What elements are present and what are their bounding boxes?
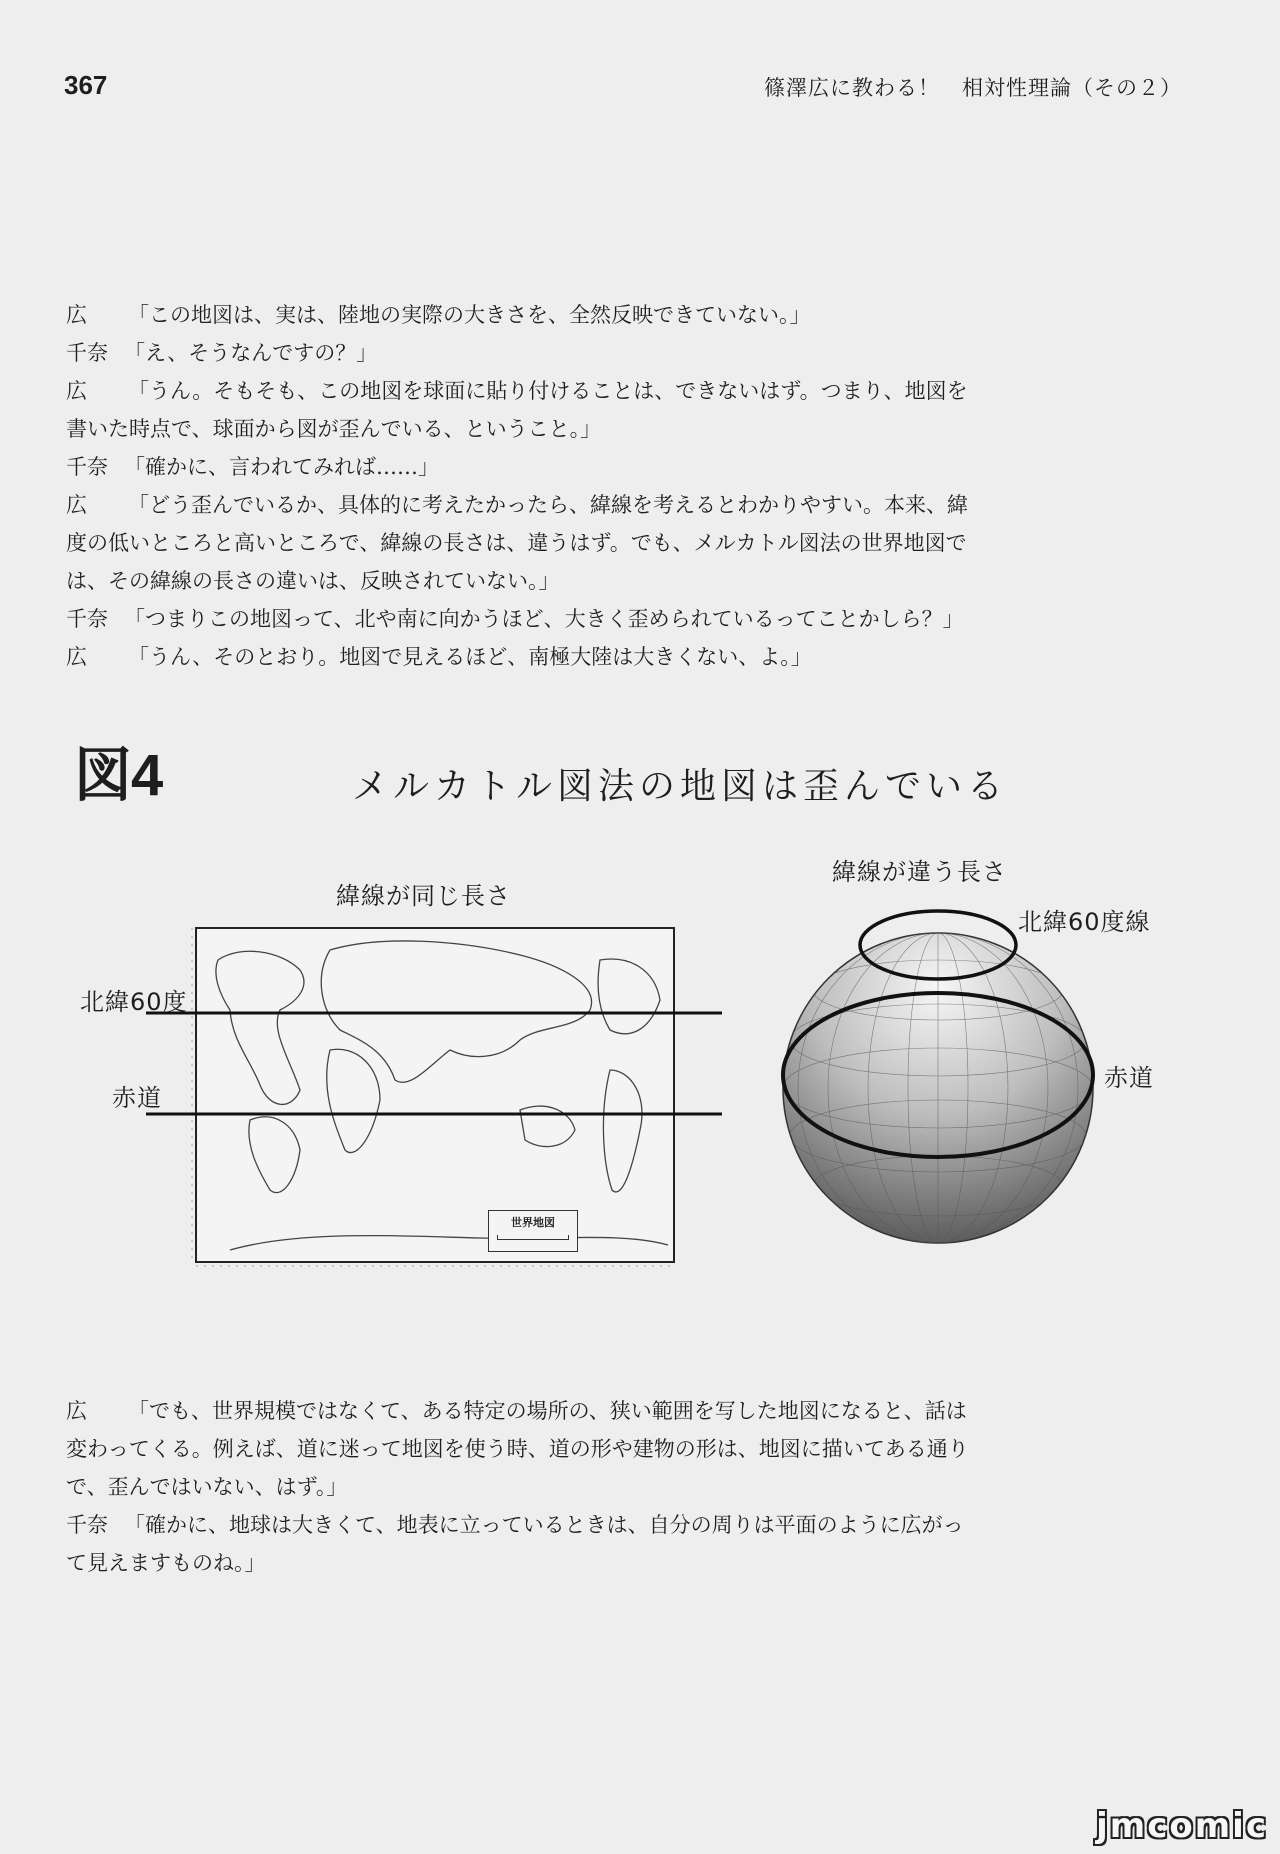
globe <box>783 911 1093 1243</box>
page-number: 367 <box>64 70 108 100</box>
dialogue-line-cont <box>66 1430 1006 1468</box>
dialogue-text: て見えますものね。」 <box>66 1551 266 1575</box>
speaker: 広 <box>66 493 87 517</box>
speaker: 千奈 <box>66 1513 108 1537</box>
speaker: 千奈 <box>66 607 108 631</box>
dialogue-text: 「うん、そのとおり。地図で見えるほど、南極大陸は大きくない、よ。」 <box>128 645 812 669</box>
globe-label-equator: 赤道 <box>1104 1064 1154 1092</box>
speaker: 広 <box>66 303 87 327</box>
map-legend <box>488 1210 578 1252</box>
figure-label: 図4 <box>74 743 163 808</box>
speaker: 千奈 <box>66 341 108 365</box>
dialogue-text: 「え、そうなんですの？」 <box>124 341 378 365</box>
dialogue-text: 「この地図は、実は、陸地の実際の大きさを、全然反映できていない。」 <box>128 303 811 327</box>
speaker: 千奈 <box>66 455 108 479</box>
map-caption: 緯線が同じ長さ <box>336 882 511 910</box>
dialogue-text: 書いた時点で、球面から図が歪んでいる、ということ。」 <box>66 417 602 441</box>
watermark: jmcomic <box>1096 1806 1268 1846</box>
dialogue-text: は、その緯線の長さの違いは、反映されていない。」 <box>66 569 560 593</box>
dialogue-block-bottom <box>66 1392 1006 1582</box>
dialogue-text: 度の低いところと高いところで、緯線の長さは、違うはず。でも、メルカトル図法の世界地図で <box>66 531 967 555</box>
globe-label-60: 北緯60度線 <box>1018 908 1151 936</box>
map-legend-title: 世界地図 <box>511 1216 555 1229</box>
map-label-equator: 赤道 <box>112 1084 162 1112</box>
dialogue-line-cont <box>66 1468 1006 1506</box>
globe-caption: 緯線が違う長さ <box>832 858 1007 886</box>
dialogue-text: 「つまりこの地図って、北や南に向かうほど、大きく歪められているってことかしら？」 <box>124 607 964 631</box>
figure-title: メルカトル図法の地図は歪んでいる <box>352 766 1009 807</box>
dialogue-text: 「確かに、地球は大きくて、地表に立っているときは、自分の周りは平面のように広がっ <box>124 1513 964 1537</box>
dialogue-line-cont <box>66 1544 1006 1582</box>
map-label-60: 北緯60度 <box>80 988 188 1016</box>
dialogue-text: 「確かに、言われてみれば……」 <box>124 455 439 479</box>
speaker: 広 <box>66 1399 87 1423</box>
scale-bar <box>497 1235 569 1240</box>
running-header: 篠澤広に教わる！ 相対性理論（その２） <box>764 76 1182 100</box>
dialogue-text: 「どう歪んでいるか、具体的に考えたかったら、緯線を考えるとわかりやすい。本来、緯 <box>128 493 968 517</box>
speaker: 広 <box>66 645 87 669</box>
dialogue-text: 「でも、世界規模ではなくて、ある特定の場所の、狭い範囲を写した地図になると、話は <box>128 1399 967 1423</box>
world-map <box>146 928 722 1266</box>
dialogue-text: で、歪んではいない、はず。」 <box>66 1475 348 1499</box>
dialogue-line <box>66 1392 1006 1430</box>
map-frame <box>196 928 674 1262</box>
dialogue-line <box>66 1506 1006 1544</box>
speaker: 広 <box>66 379 87 403</box>
dialogue-text: 「うん。そもそも、この地図を球面に貼り付けることは、できないはず。つまり、地図を <box>128 379 968 403</box>
dialogue-text: 変わってくる。例えば、道に迷って地図を使う時、道の形や建物の形は、地図に描いてある通り <box>66 1437 969 1461</box>
